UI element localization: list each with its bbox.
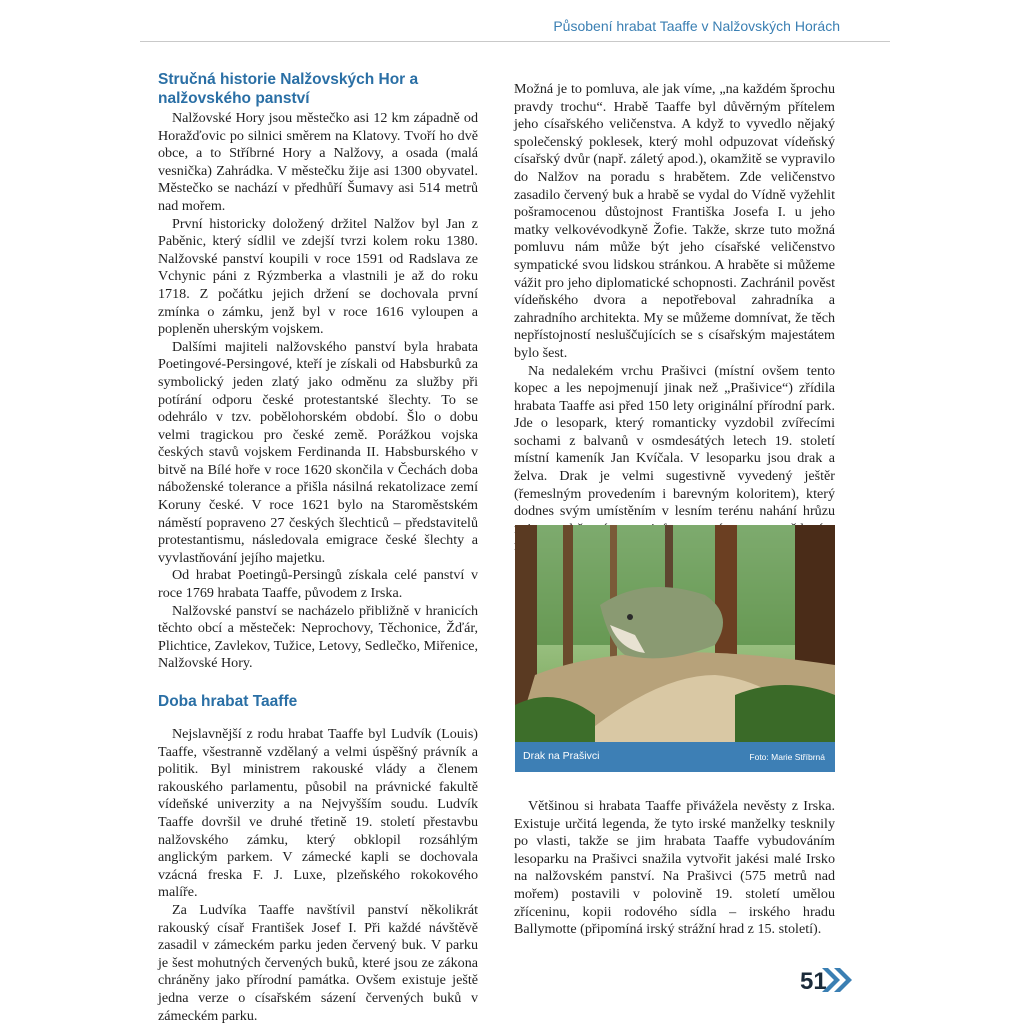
dragon-photo [515,525,835,742]
section-heading-history: Stručná historie Nalžovských Hor a nalžovského panství [158,71,419,107]
paragraph: Na nedalekém vrchu Prašivci (místní ovšem tento kopec a les nepojmenují jinak než „Prašivice“) zřídila hrabata Taaffe asi před 150 lety originální přírodní park. Jde o lesopark, který romanticky vyzdobil zvířecími sochami z balvanů v osmdesátých letech 19. století místní kameník Jan Kvíčala. V lesoparku jsou drak a želva. Drak je velmi sugestivně vyvedený ještěr (řemeslným provedením i barevným koloritem), který dodnes svým umístěním v lesním terénu nahání hrůzu [514,362,835,520]
paragraph: První historicky doložený držitel Nalžov byl Jan z Paběnic, který sídlil ve zdejší tvrzi kolem roku 1380. Nalžovské panství koupili v roce 1591 od Radslava ze Vchynic páni z Rýzmberka a vlastnili je až do roku 1718. Z počátku jejich držení se dochovala první zmínka o zámku, jenž byl v roce 1616 vyloupen a popleněn uherským vojskem. [158,215,478,338]
header-divider [140,41,890,42]
photo-credit: Foto: Marie Stříbrná [749,752,825,762]
paragraph: Dalšími majiteli nalžovského panství byla hrabata Poetingové-Persingové, kteří je získali od Habsburků za symbolický jeden zlatý jako odměnu za služby při potírání odporu české protestantské šlechty. To se odehrálo v tzv. pobělohorském období. Šlo o dobu velmi tragickou pro české země. Porážkou vojska českých stavů vojskem Ferdinanda II. Habsburského v bitvě na Bílé hoře v roce 1620 skončila v Čechách doba náboženské tolerance a přišla násilná rekatolizace zemí Koruny české. V roce 1621 bylo na Staroměstském náměstí popraveno 27 českých šlechticů – představitelů protestantismu, následovala emigrace české šlechty a vyvlastňování jejího majetku. [158,338,478,566]
page-number: 51 [800,968,827,995]
section-heading-taaffe: Doba hrabat Taaffe [158,693,298,710]
running-header: Působení hrabat Taaffe v Nalžovských Horách [553,18,840,34]
right-column-continued [514,798,835,939]
paragraph: Nalžovské Hory jsou městečko asi 12 km západně od Horažďovic po silnici směrem na Klatovy. Tvoří ho dvě obce, a to Stříbrné Hory a Nalžovy, a osada (malá vesnička) Zahrádka. V městečku žije asi 1300 obyvatel. Městečko se nachází v předhůří Šumavy asi 514 metrů nad mořem. [158,110,478,214]
paragraph: Nejslavnější z rodu hrabat Taaffe byl Ludvík (Louis) Taaffe, všestranně vzdělaný a velmi úspěšný právník a politik. Byl ministrem rakouské vlády a členem rakouského parlamentu, působil na právnické fakultě vídeňské univerzity a na Nejvyšším soudu. Ludvík Taaffe dovršil ve druhé třetině 19. století přestavbu nalžovského zámku, který obklopil rozsáhlým anglickým parkem. V zámecké kapli se dochovala vzácná freska F. J. Luxe, plzeňského rokokového malíře. [158,726,478,901]
right-column [514,81,835,556]
paragraph: Za Ludvíka Taaffe navštívil panství několikrát rakouský císař František Josef I. Při každé návštěvě zasadil v zámeckém parku jeden červený buk. V parku je šest mohutných červených buků, které jsou ze zákona chráněny jako přírodní památka. Ovšem existuje ještě jedna verze o císařském sázení červených buků v zámeckém parku. [158,901,478,1024]
paragraph: Většinou si hrabata Taaffe přiváželа nevěsty z Irska. Existuje určitá legenda, že tyto irské manželky tesknily po vlasti, takže se jim hrabata Taaffe vybudováním lesoparku na Prašivci snažila vytvořit jakési malé Irsko na nalžovském panství. Na Prašivci (575 metrů nad mořem) postavili v polovině 19. století umělou zříceninu, kopii rodového sídla – irského hradu Ballymotte (připomíná irský strážní hrad z 15. století). [514,798,835,938]
paragraph: Nalžovské panství se nacházelo přibližně v hranicích těchto obcí a městeček: Neprochovy, Těchonice, Žďár, Plichtice, Zavlekov, Tužice, Letovy, Sedlečko, Miřenice, Nalžovské Hory. [158,602,478,672]
paragraph: Možná je to pomluva, ale jak víme, „na každém šprochu pravdy trochu“. Hrabě Taaffe byl důvěrným přítelem jeho císařského veličenstva. A když to vyvedlo nějaký společenský poklesek, který mohl odpuzovat vídeňský císařský dvůr (např. záletý apod.), okamžitě se vypravilo do Nalžov na poradu s hrabětem. Zde veličenstvo zasadilo červený buk a hrabě se vydal do Vídně vyžehlit pošramocenou důstojnost Františka Josefa I. u jeho matky velkovévodkyně Žofie. Takže, skrze tuto možná pomluvu nám může být jeho císařské veličenstvo sympatické svou lidskou stránkou. A hraběte si můžeme vážit pro jeho diplomatické schopnosti. Zachránil pověst vídeňského dvora a nepotřeboval zahradníka a zahradního architekta. My se můžeme domnívat, že těch nepřístojností nesluščujících se s císařským majestátem bylo šest. [514,81,835,361]
photo-caption: Drak na Prašivci [523,750,600,762]
paragraph: Od hrabat Poetingů-Persingů získala celé panství v roce 1769 hrabata Taaffe, původem z Irska. [158,567,478,602]
double-chevron-right-icon [820,966,856,994]
left-column [158,70,478,1025]
photo-caption-bar [515,742,835,772]
forest-dragon-illustration [515,525,835,742]
